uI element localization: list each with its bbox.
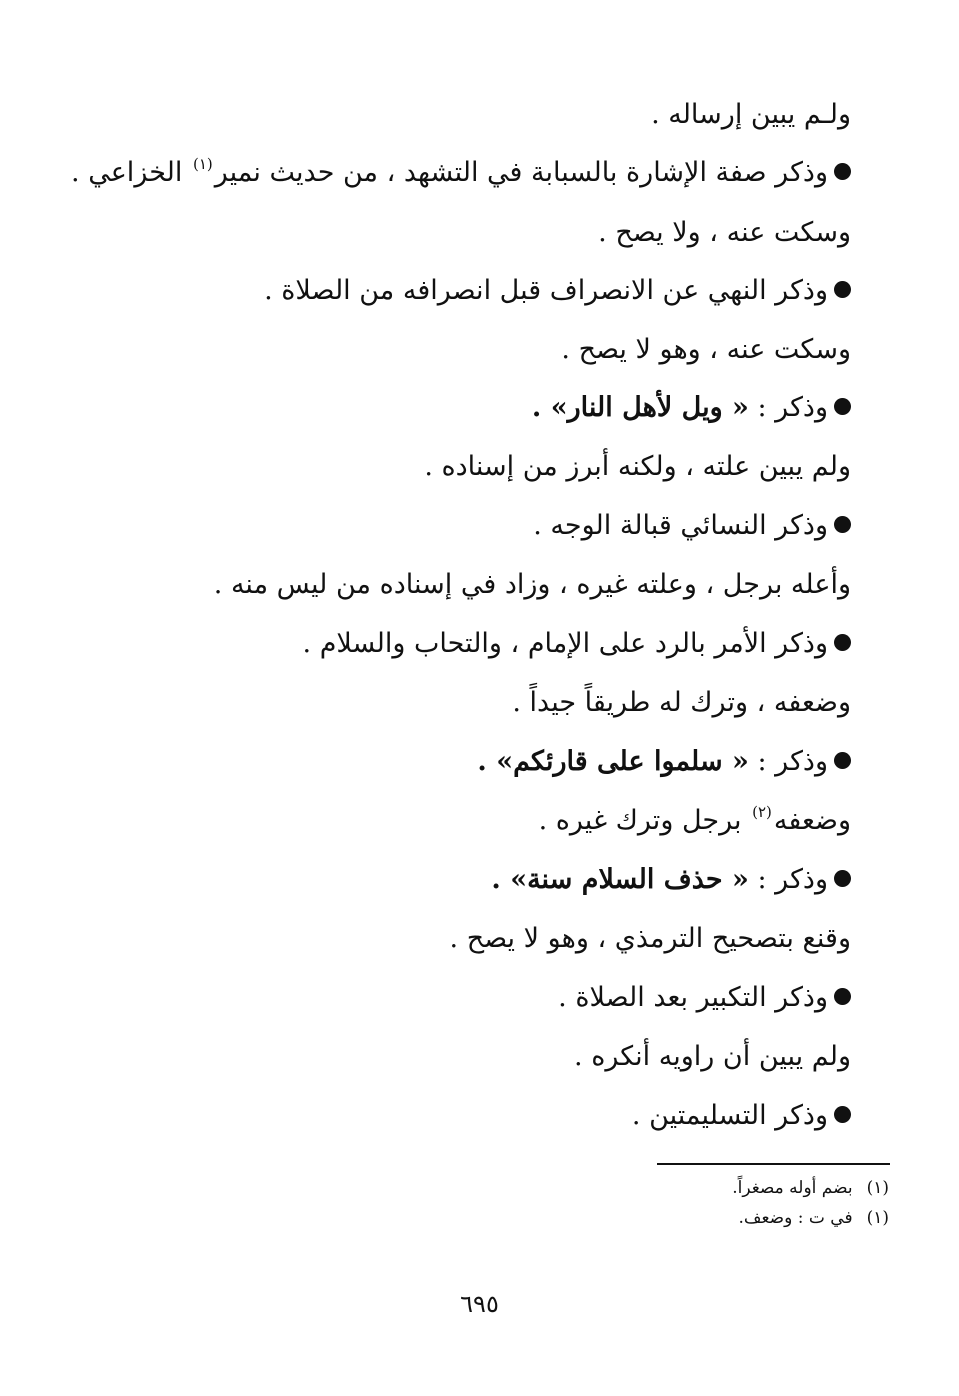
- bullet-line: وذكر : « سلموا على قارئكم» .: [120, 742, 851, 782]
- bullet-line: وذكر التسليمتين .: [120, 1096, 851, 1136]
- bullet-icon: [834, 516, 851, 533]
- text-line: ولـم يبين إرساله .: [651, 99, 851, 130]
- bullet-line: وذكر : « ويل لأهل النار» .: [120, 388, 851, 428]
- footnote: (١)بضم أوله مصغراً.: [732, 1178, 889, 1198]
- bullet-icon: [834, 398, 851, 415]
- page-number: ٦٩٥: [460, 1290, 499, 1318]
- footnote-divider: [657, 1163, 890, 1165]
- bullet-icon: [834, 988, 851, 1005]
- text-line: وقنع بتصحيح الترمذي ، وهو لا يصح .: [449, 923, 851, 954]
- bullet-line: وذكر النهي عن الانصراف قبل انصرافه من الصلاة .: [120, 271, 851, 311]
- bullet-icon: [834, 281, 851, 298]
- bullet-icon: [834, 870, 851, 887]
- bullet-line: وذكر التكبير بعد الصلاة .: [120, 978, 851, 1018]
- text-line: وضعفه$^{(٢)}$ برجل وترك غيره .: [538, 803, 851, 836]
- bullet-icon: [834, 163, 851, 180]
- bullet-icon: [834, 634, 851, 651]
- text-line: وسكت عنه ، ولا يصح .: [598, 217, 851, 248]
- bullet-line: وذكر الأمر بالرد على الإمام ، والتحاب والسلام .: [120, 624, 851, 664]
- text-line: وسكت عنه ، وهو لا يصح .: [561, 334, 851, 365]
- footnote: (١)في ت : وضعف.: [738, 1208, 889, 1228]
- bullet-line: وذكر : « حذف السلام سنة» .: [120, 860, 851, 900]
- text-line: وضعفه ، وترك له طريقاً جيداً .: [512, 687, 851, 718]
- quoted-hadith: « ويل لأهل النار» .: [531, 392, 749, 423]
- bullet-icon: [834, 1106, 851, 1123]
- text-line: ولم يبين علته ، ولكنه أبرز من إسناده .: [424, 451, 851, 482]
- bullet-line: وذكر النسائي قبالة الوجه .: [120, 506, 851, 546]
- quoted-hadith: « سلموا على قارئكم» .: [477, 746, 749, 777]
- bullet-icon: [834, 752, 851, 769]
- text-line: وأعله برجل ، وعلته غيره ، وزاد في إسناده من ليس منه .: [213, 569, 851, 600]
- bullet-line: وذكر صفة الإشارة بالسبابة في التشهد ، من حديث نمير$^{(١)}$ الخزاعي .: [120, 153, 851, 196]
- text-line: ولم يبين أن راويه أنكره .: [574, 1041, 851, 1072]
- quoted-hadith: « حذف السلام سنة» .: [491, 864, 749, 895]
- footnote-ref: (١): [192, 155, 213, 173]
- footnote-ref: (٢): [752, 803, 772, 821]
